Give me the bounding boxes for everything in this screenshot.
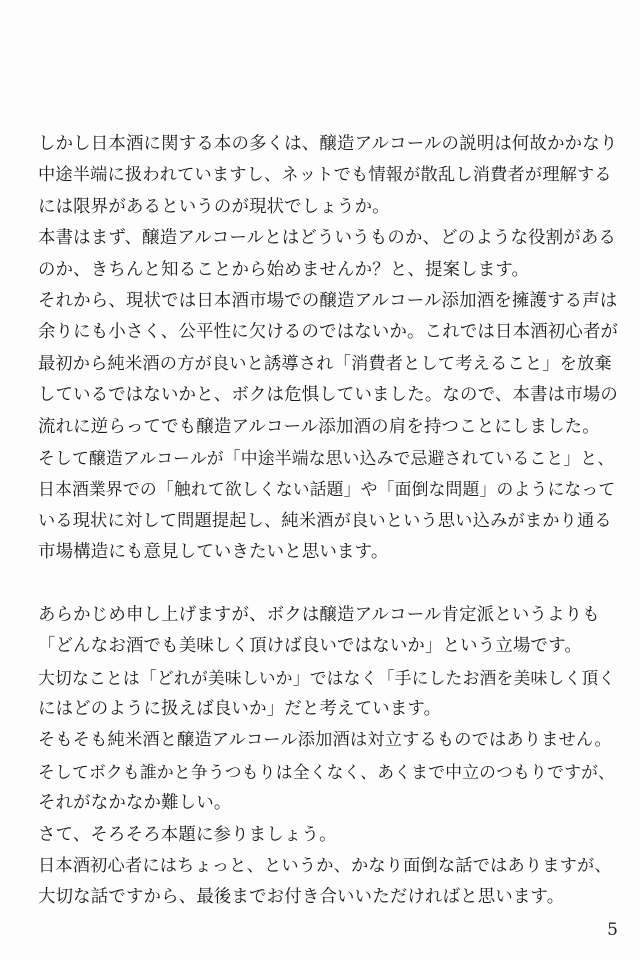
text-line: そして醸造アルコールが「中途半端な思い込みで忌避されていること」と、: [38, 447, 615, 468]
text-line: 日本酒業界での「触れて欲しくない話題」や「面倒な問題」のようになって: [38, 479, 616, 500]
paragraph-8: [38, 820, 618, 851]
text-line: それから、現状では日本酒市場での醸造アルコール添加酒を擁護する声は: [38, 290, 618, 311]
paragraph-2: [38, 223, 618, 286]
text-line: しているではないかと、ボクは危惧していました。なので、本書は市場の: [38, 385, 618, 406]
paragraph-7: [38, 725, 618, 819]
text-line: 大切なことは「どれが美味しいか」ではなく「手にしたお酒を美味しく頂く: [38, 667, 616, 688]
text-line: そもそも純米酒と醸造アルコール添加酒は対立するものではありません。: [38, 730, 612, 751]
text-line: 最初から純米酒の方が良いと誘導され「消費者として考えること」を放棄: [38, 353, 612, 374]
page-number: 5: [607, 920, 618, 940]
text-line: 余りにも小さく、公平性に欠けるのではないか。これでは日本酒初心者が: [38, 322, 619, 343]
text-line: 市場構造にも意見していきたいと思います。: [38, 542, 389, 563]
text-line: それがなかなか難しい。: [38, 793, 232, 814]
text-line: には限界があるというのが現状でしょうか。: [38, 196, 390, 217]
paragraph-4: [38, 443, 618, 569]
paragraph-6: [38, 663, 618, 726]
text-line: 「どんなお酒でも美味しく頂けば良いではないか」という立場です。: [38, 636, 582, 657]
body-text: [38, 129, 618, 914]
text-line: 大切な話ですから、最後までお付き合いいただければと思います。: [38, 887, 565, 908]
text-line: 本書はまず、醸造アルコールとはどういうものか、どのような役割がある: [38, 228, 617, 249]
paragraph-9: [38, 851, 618, 914]
text-line: 中途半端に扱われていますし、ネットでも情報が散乱し消費者が理解する: [38, 165, 612, 186]
text-line: そしてボクも誰かと争うつもりは全くなく、あくまで中立のつもりですが、: [38, 761, 616, 782]
paragraph-gap: [38, 568, 618, 599]
text-line: 日本酒初心者にはちょっと、というか、かなり面倒な話ではありますが、: [38, 855, 612, 876]
text-line: あらかじめ申し上げますが、ボクは醸造アルコール肯定派というよりも: [38, 604, 600, 625]
paragraph-1: [38, 129, 618, 223]
paragraph-5: [38, 600, 618, 663]
text-line: しかし日本酒に関する本の多くは、醸造アルコールの説明は何故かかなり: [38, 134, 618, 154]
text-line: 流れに逆らってでも醸造アルコール添加酒の肩を持つことにしました。: [38, 416, 600, 437]
text-line: いる現状に対して問題提起し、純米酒が良いという思い込みがまかり通る: [38, 510, 612, 531]
text-line: さて、そろそろ本題に参りましょう。: [38, 824, 337, 845]
text-line: にはどのように扱えば良いか」だと考えています。: [38, 699, 442, 720]
paragraph-3: [38, 286, 618, 443]
text-line: のか、きちんと知ることから始めませんか？と、提案します。: [38, 259, 530, 280]
